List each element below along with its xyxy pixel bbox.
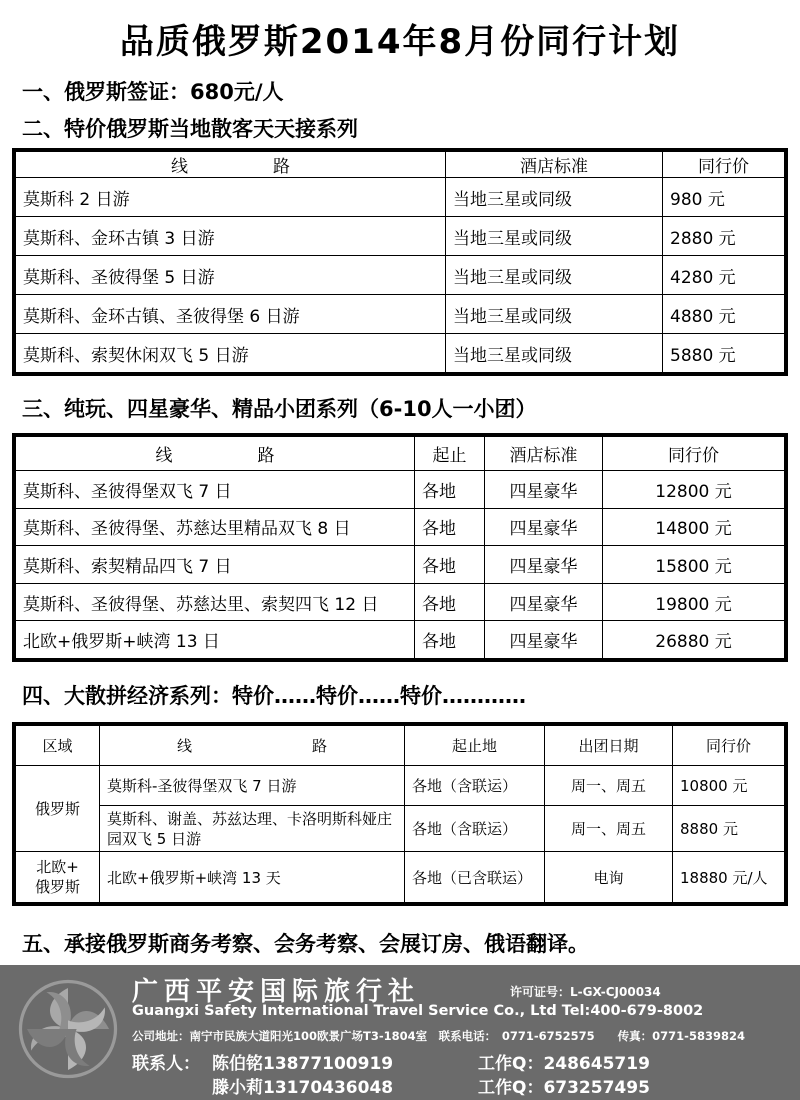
header-route: 线 路 bbox=[100, 726, 405, 766]
contact-2: 滕小莉13170436048 bbox=[212, 1078, 394, 1098]
price-cell: 2880 元 bbox=[663, 217, 785, 256]
table-row bbox=[16, 334, 785, 373]
price-cell: 26880 元 bbox=[603, 621, 785, 659]
table-row bbox=[16, 852, 785, 903]
header-route: 线 路 bbox=[16, 437, 415, 471]
table-row bbox=[16, 766, 785, 806]
route-cell: 莫斯科、谢盖、苏兹达理、卡洛明斯科娅庄园双飞 5 日游 bbox=[100, 806, 405, 852]
company-address: 公司地址：南宁市民族大道阳光100欧景广场T3-1804室 联系电话： 0771-6752575 传真：0771-5839824 bbox=[132, 1029, 745, 1043]
hotel-cell: 四星豪华 bbox=[485, 546, 603, 584]
route-cell: 北欧+俄罗斯+峡湾 13 天 bbox=[100, 852, 405, 903]
route-cell: 北欧+俄罗斯+峡湾 13 日 bbox=[16, 621, 415, 659]
table-row bbox=[16, 256, 785, 295]
license-number: 许可证号：L-GX-CJ00034 bbox=[510, 985, 661, 999]
header-hotel: 酒店标准 bbox=[485, 437, 603, 471]
origin-cell: 各地（含联运） bbox=[405, 766, 545, 806]
table-row bbox=[16, 546, 785, 584]
region-line-2: 俄罗斯 bbox=[34, 878, 80, 896]
region-cell: 俄罗斯 bbox=[16, 766, 100, 852]
table-row bbox=[16, 471, 785, 509]
origin-cell: 各地 bbox=[415, 546, 485, 584]
route-cell: 莫斯科、索契精品四飞 7 日 bbox=[16, 546, 415, 584]
origin-cell: 各地 bbox=[415, 621, 485, 659]
section-5-services: 五、承接俄罗斯商务考察、会务考察、会展订房、俄语翻译。 bbox=[22, 932, 589, 956]
table-row bbox=[16, 806, 785, 852]
section-4-table-box bbox=[12, 722, 788, 906]
dates-cell: 周一、周五 bbox=[545, 766, 673, 806]
header-price: 同行价 bbox=[603, 437, 785, 471]
price-cell: 10800 元 bbox=[673, 766, 785, 806]
table-header-row bbox=[16, 437, 785, 471]
header-route: 线 路 bbox=[16, 152, 446, 178]
header-price: 同行价 bbox=[673, 726, 785, 766]
section-2-heading: 二、特价俄罗斯当地散客天天接系列 bbox=[22, 117, 358, 141]
header-region: 区域 bbox=[16, 726, 100, 766]
table-header-row bbox=[16, 152, 785, 178]
hotel-cell: 当地三星或同级 bbox=[446, 178, 663, 217]
hotel-cell: 四星豪华 bbox=[485, 621, 603, 659]
section-4-heading: 四、大散拼经济系列：特价……特价……特价………… bbox=[22, 684, 526, 708]
table-header-row bbox=[16, 726, 785, 766]
section-2-table-box bbox=[12, 148, 788, 376]
route-cell: 莫斯科、圣彼得堡 5 日游 bbox=[16, 256, 446, 295]
section-3-table bbox=[15, 436, 785, 659]
price-cell: 12800 元 bbox=[603, 471, 785, 509]
region-cell bbox=[16, 852, 100, 903]
hotel-cell: 四星豪华 bbox=[485, 471, 603, 509]
origin-cell: 各地（已含联运） bbox=[405, 852, 545, 903]
hotel-cell: 四星豪华 bbox=[485, 508, 603, 546]
company-logo-icon bbox=[14, 975, 122, 1083]
table-row bbox=[16, 621, 785, 659]
route-cell: 莫斯科 2 日游 bbox=[16, 178, 446, 217]
route-cell: 莫斯科、圣彼得堡、苏慈达里精品双飞 8 日 bbox=[16, 508, 415, 546]
header-dates: 出团日期 bbox=[545, 726, 673, 766]
price-cell: 18880 元/人 bbox=[673, 852, 785, 903]
price-cell: 8880 元 bbox=[673, 806, 785, 852]
route-cell: 莫斯科-圣彼得堡双飞 7 日游 bbox=[100, 766, 405, 806]
route-cell: 莫斯科、金环古镇 3 日游 bbox=[16, 217, 446, 256]
hotel-cell: 当地三星或同级 bbox=[446, 217, 663, 256]
region-line-1: 北欧+ bbox=[36, 858, 79, 876]
section-4-table bbox=[15, 725, 785, 903]
price-cell: 5880 元 bbox=[663, 334, 785, 373]
contact-label: 联系人： bbox=[132, 1054, 200, 1074]
route-cell: 莫斯科、圣彼得堡、苏慈达里、索契四飞 12 日 bbox=[16, 583, 415, 621]
route-cell: 莫斯科、金环古镇、圣彼得堡 6 日游 bbox=[16, 295, 446, 334]
origin-cell: 各地 bbox=[415, 583, 485, 621]
table-row bbox=[16, 295, 785, 334]
table-row bbox=[16, 178, 785, 217]
company-footer bbox=[0, 965, 800, 1100]
route-cell: 莫斯科、索契休闲双飞 5 日游 bbox=[16, 334, 446, 373]
hotel-cell: 当地三星或同级 bbox=[446, 334, 663, 373]
origin-cell: 各地（含联运） bbox=[405, 806, 545, 852]
origin-cell: 各地 bbox=[415, 471, 485, 509]
price-cell: 15800 元 bbox=[603, 546, 785, 584]
price-cell: 19800 元 bbox=[603, 583, 785, 621]
section-2-table bbox=[15, 151, 785, 373]
contact-1-qq: 工作Q：248645719 bbox=[478, 1054, 650, 1074]
dates-cell: 电询 bbox=[545, 852, 673, 903]
page-title: 品质俄罗斯2014年8月份同行计划 bbox=[119, 22, 681, 62]
hotel-cell: 当地三星或同级 bbox=[446, 256, 663, 295]
contact-2-qq: 工作Q：673257495 bbox=[478, 1078, 650, 1098]
price-cell: 4280 元 bbox=[663, 256, 785, 295]
contact-1: 陈伯铭13877100919 bbox=[212, 1054, 394, 1074]
table-row bbox=[16, 217, 785, 256]
table-row bbox=[16, 508, 785, 546]
dates-cell: 周一、周五 bbox=[545, 806, 673, 852]
section-3-heading: 三、纯玩、四星豪华、精品小团系列（6-10人一小团） bbox=[22, 397, 537, 421]
price-cell: 980 元 bbox=[663, 178, 785, 217]
section-3-table-box bbox=[12, 433, 788, 662]
price-cell: 14800 元 bbox=[603, 508, 785, 546]
header-origin: 起止地 bbox=[405, 726, 545, 766]
hotel-cell: 四星豪华 bbox=[485, 583, 603, 621]
company-name-en: Guangxi Safety International Travel Service Co., Ltd Tel:400-679-8002 bbox=[132, 1003, 704, 1019]
company-name-cn: 广西平安国际旅行社 bbox=[132, 977, 421, 1007]
route-cell: 莫斯科、圣彼得堡双飞 7 日 bbox=[16, 471, 415, 509]
origin-cell: 各地 bbox=[415, 508, 485, 546]
table-row bbox=[16, 583, 785, 621]
section-visa: 一、俄罗斯签证：680元/人 bbox=[22, 80, 284, 104]
header-price: 同行价 bbox=[663, 152, 785, 178]
price-cell: 4880 元 bbox=[663, 295, 785, 334]
hotel-cell: 当地三星或同级 bbox=[446, 295, 663, 334]
header-hotel: 酒店标准 bbox=[446, 152, 663, 178]
header-origin: 起止 bbox=[415, 437, 485, 471]
